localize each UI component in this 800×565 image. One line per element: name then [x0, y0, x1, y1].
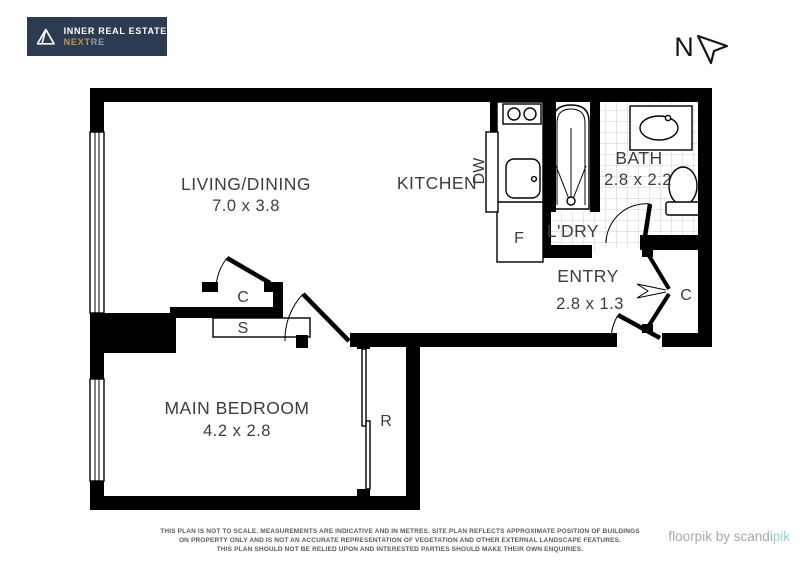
label-entry-closet: C	[680, 287, 692, 304]
room-dims-bedroom: 4.2 x 2.8	[203, 422, 271, 440]
bathtub-icon	[553, 105, 589, 209]
north-label: N	[674, 32, 694, 62]
room-label-living: LIVING/DINING	[181, 174, 311, 194]
room-label-bath: BATH	[615, 148, 663, 168]
room-dims-bath: 2.8 x 2.2	[604, 171, 672, 189]
vanity-sink-icon	[630, 106, 692, 150]
label-shelf: S	[237, 320, 249, 337]
label-dishwasher: DW	[471, 157, 488, 185]
window-living	[90, 132, 104, 313]
kitchen-sink-icon	[506, 159, 540, 198]
room-label-entry: ENTRY	[557, 266, 619, 286]
room-label-laundry: L'DRY	[546, 221, 600, 241]
floorpik-credit	[668, 529, 790, 544]
brand-re: RE	[90, 36, 105, 47]
label-fridge: F	[514, 230, 524, 247]
living-closet-door	[216, 258, 270, 288]
disclaimer-line-2: ON PROPERTY ONLY AND IS NOT AN ACCURATE REPRESENTATION OF VEGETATION AND OTHER EXTERNAL LANDSCAPE FEATURES.	[178, 537, 622, 544]
room-dims-entry: 2.8 x 1.3	[556, 295, 624, 313]
entry-closet-bifold-door	[637, 254, 669, 327]
label-living-closet: C	[237, 289, 249, 306]
window-bedroom	[90, 379, 104, 481]
agency-name: INNER REAL ESTATE	[63, 25, 167, 36]
brand-next: NEXT	[63, 36, 91, 47]
north-arrow-icon	[698, 36, 727, 63]
disclaimer-line-1: THIS PLAN IS NOT TO SCALE. MEASUREMENTS ARE INDICATIVE AND IN METRES. SITE PLAN REFLECTS APPROXIMATE POSITION OF BUILDINGS	[160, 528, 640, 535]
shelf-unit	[213, 318, 310, 337]
credit-suffix: pik	[772, 529, 790, 544]
disclaimer-line-3: THIS PLAN SHOULD NOT BE RELIED UPON AND INTERESTED PARTIES SHOULD MAKE THEIR OWN ENQUIRIES.	[216, 546, 584, 553]
cooktop-icon	[503, 104, 541, 124]
room-label-kitchen: KITCHEN	[396, 173, 478, 193]
north-arrow	[674, 32, 727, 63]
room-label-bedroom: MAIN BEDROOM	[164, 398, 310, 418]
room-dims-living: 7.0 x 3.8	[212, 197, 280, 215]
label-robe: R	[380, 413, 392, 430]
robe-sliding-doors	[362, 349, 370, 489]
credit-prefix: floorpik by scandi	[668, 529, 773, 544]
